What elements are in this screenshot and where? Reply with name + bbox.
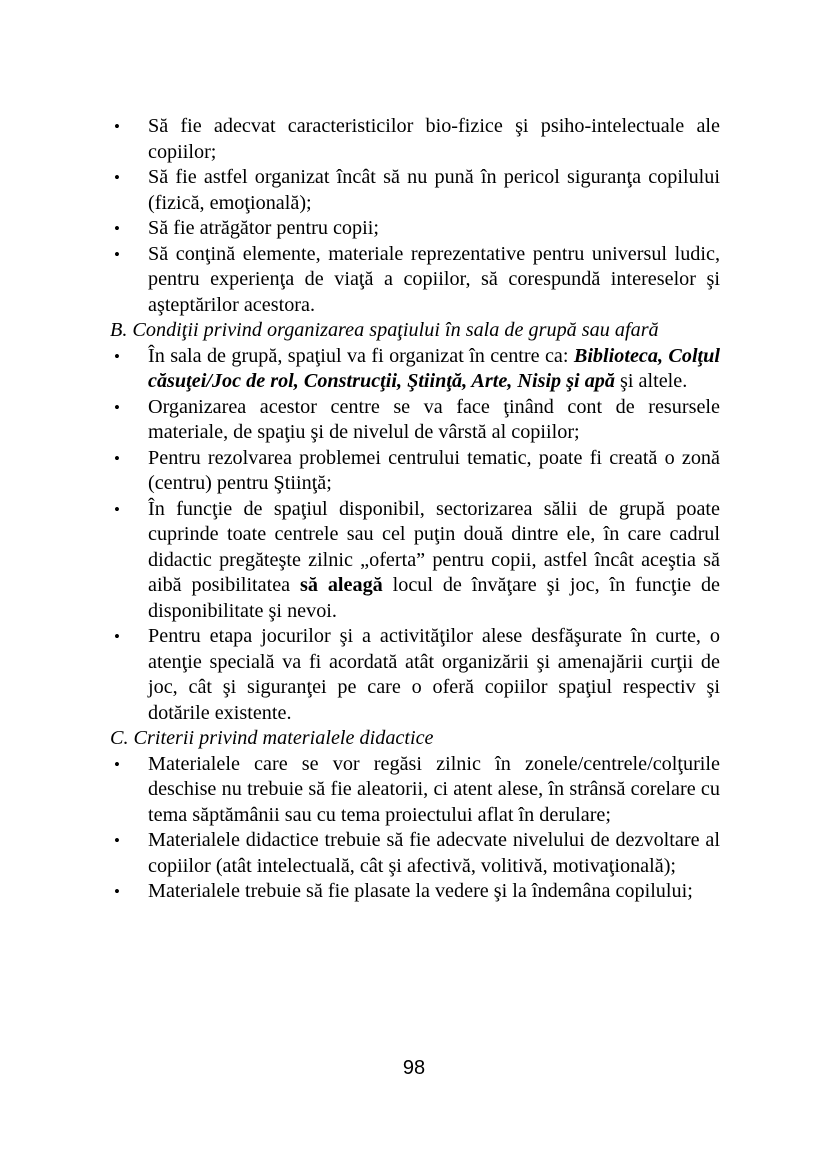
- list-item-text: Pentru etapa jocurilor şi a activităţilor alese desfăşurate în curte, o atenţie specială va fi acordată atât organizării şi amenajării curţii de joc, cât şi siguranţei pe care o oferă copiilor spaţiul respectiv şi dotările existente.: [148, 625, 720, 724]
- list-item: [114, 216, 720, 242]
- bullet-icon: •: [114, 219, 120, 238]
- bullet-icon: •: [114, 397, 120, 417]
- list-item-text: Organizarea acestor centre se va face ţinând cont de resursele materiale, de spaţiu şi de nivelul de vârstă al copiilor;: [148, 395, 720, 443]
- list-item-text: Materialele trebuie să fie plasate la vedere şi la îndemâna copilului;: [148, 880, 693, 902]
- list-item: [114, 395, 720, 446]
- page-number: 98: [402, 1057, 426, 1079]
- list-item: [114, 879, 720, 905]
- bullet-icon: •: [114, 346, 120, 366]
- bullet-icon: •: [114, 448, 120, 468]
- bullet-icon: •: [114, 882, 120, 901]
- list-item: [114, 114, 720, 165]
- bullet-icon: •: [114, 627, 120, 646]
- criteria-list-a: [110, 114, 720, 318]
- list-item-text: Să fie astfel organizat încât să nu pună în pericol siguranţa copilului (fizică, emoţională);: [148, 166, 720, 214]
- list-item-text: şi altele.: [614, 370, 688, 392]
- list-item: [114, 497, 721, 625]
- section-c-heading: C. Criterii privind materialele didactice: [110, 727, 434, 749]
- section-b-heading: B. Condiţii privind organizarea spaţiului în sala de grupă sau afară: [110, 319, 659, 341]
- list-item-text: Materialele care se vor regăsi zilnic în zonele/centrele/colţurile deschise nu trebuie să fie aleatorii, ci atent alese, în strânsă corelare cu tema săptămânii sau cu tema proiectului aflat în derulare;: [148, 752, 720, 826]
- emphasis-text: să aleagă: [300, 574, 383, 596]
- list-item: [114, 344, 720, 395]
- list-item-text: În sala de grupă, spaţiul va fi organizat în centre ca:: [148, 344, 574, 367]
- list-item-text: Pentru rezolvarea problemei centrului tematic, poate fi creată o zonă (centru) pentru Ştiinţă;: [148, 446, 720, 494]
- list-item: [114, 624, 720, 726]
- bullet-icon: •: [114, 754, 120, 774]
- section-c-list: [110, 752, 720, 905]
- list-item: [114, 165, 720, 216]
- page-content: [110, 114, 720, 905]
- centers-list-text: Biblioteca, Colţul căsuţei/Joc de rol, Construcţii, Ştiinţă, Arte, Nisip şi apă: [148, 344, 720, 392]
- list-item-text: Să fie atrăgător pentru copii;: [148, 217, 379, 239]
- bullet-icon: •: [114, 244, 120, 264]
- list-item: [114, 446, 720, 497]
- list-item: [114, 242, 720, 319]
- bullet-icon: •: [114, 117, 120, 136]
- list-item-text: Să fie adecvat caracteristicilor bio-fizice şi psiho-intelectuale ale copiilor;: [148, 115, 720, 163]
- bullet-icon: •: [114, 499, 120, 519]
- list-item-text: locul de învăţare şi joc, în funcţie de disponibilitate şi nevoi.: [148, 574, 721, 622]
- list-item-text: Să conţină elemente, materiale reprezentative pentru universul ludic, pentru experienţa de viaţă a copiilor, să corespundă intereselor şi aşteptărilor acestora.: [148, 242, 720, 316]
- list-item-text: Materialele didactice trebuie să fie adecvate nivelului de dezvoltare al copiilor (atât intelectuală, cât şi afectivă, volitivă, motivaţională);: [148, 829, 720, 877]
- list-item: [114, 828, 720, 879]
- bullet-icon: •: [114, 168, 120, 187]
- section-b-list: [110, 344, 720, 727]
- bullet-icon: •: [114, 831, 120, 850]
- list-item-text: În funcţie de spaţiul disponibil, sectorizarea sălii de grupă poate cuprinde toate centrele sau cel puţin două dintre ele, în care cadrul didactic pregăteşte zilnic „oferta” pentru copii, astfel încât aceştia să aibă posibilitatea: [148, 497, 720, 596]
- list-item: [114, 752, 720, 829]
